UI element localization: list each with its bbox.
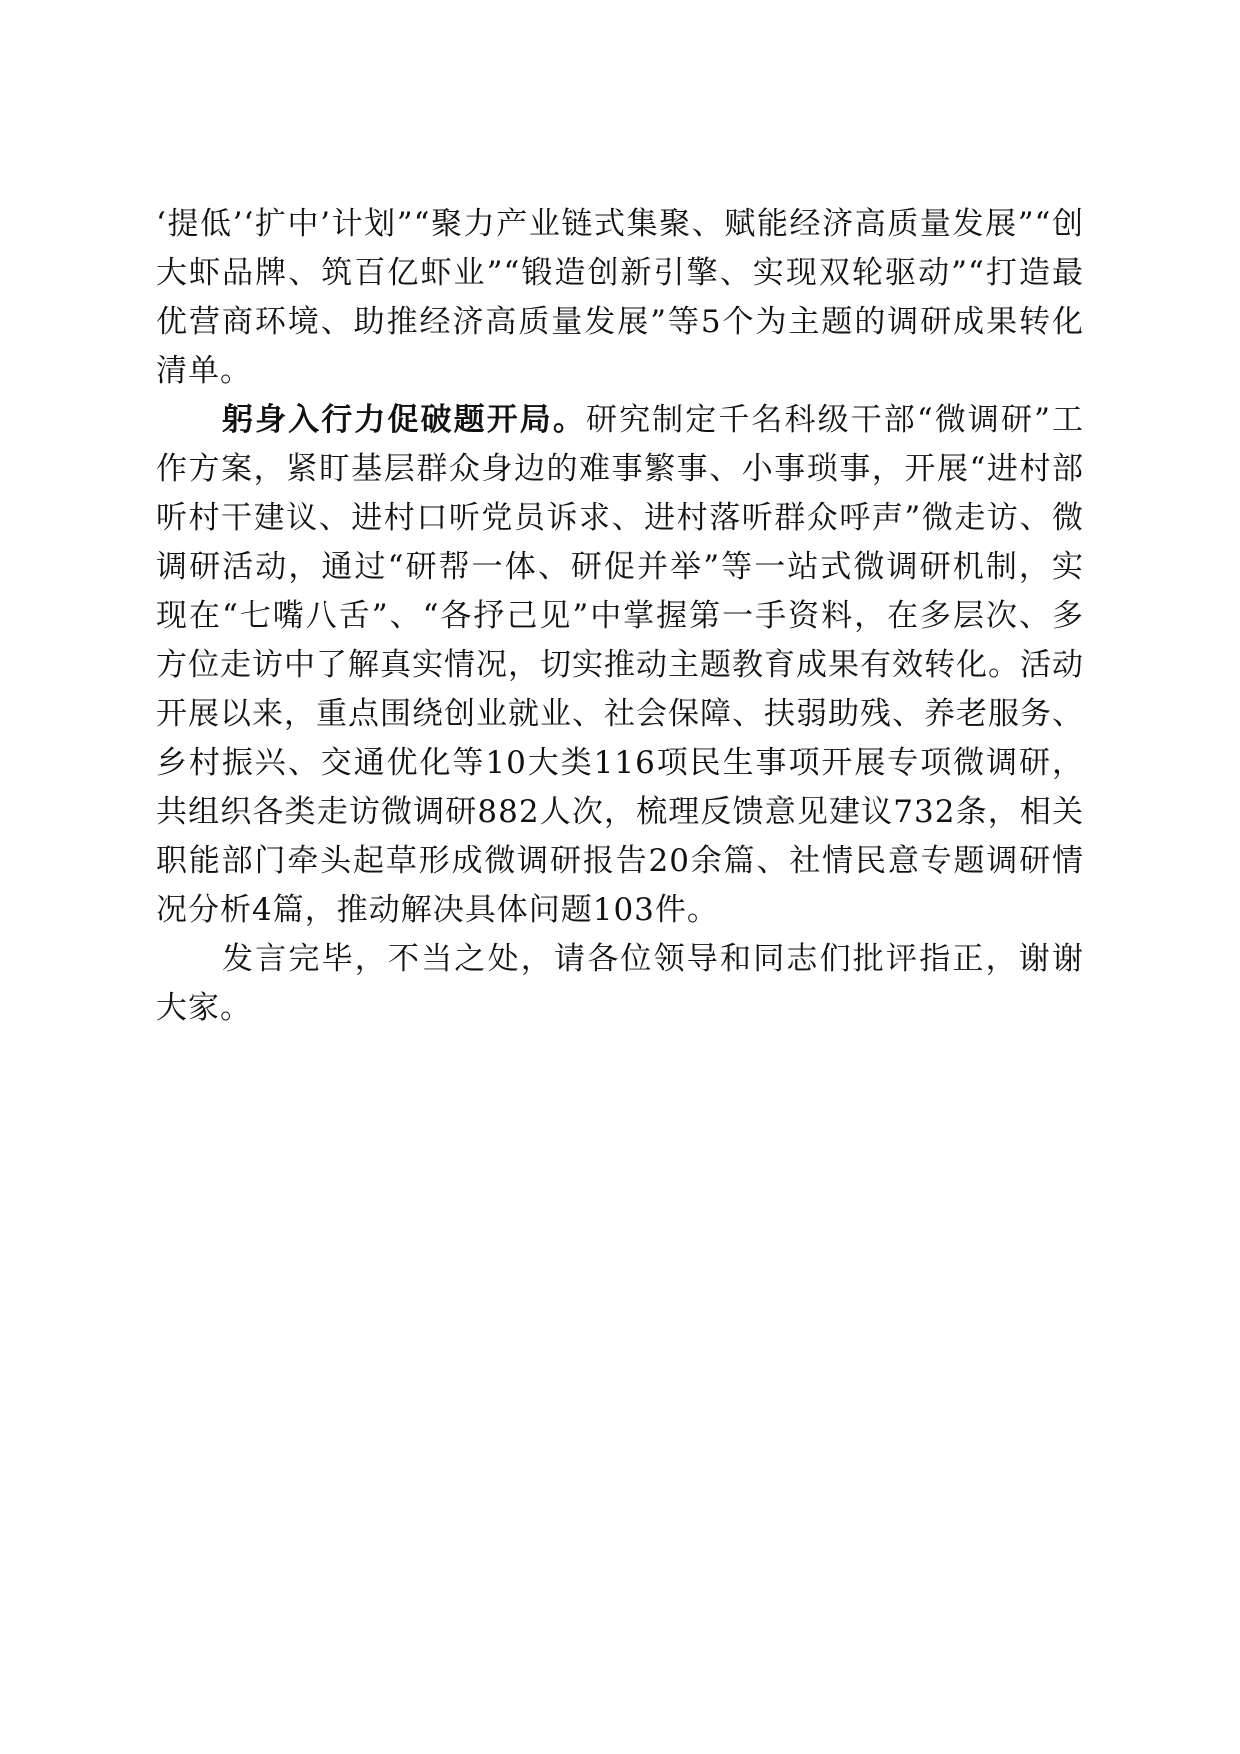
paragraph-text: ‘提低’‘扩中’计划”“聚力产业链式集聚、赋能经济高质量发展”“创大虾品牌、筑百亿虾业”“锻造创新引擎、实现双轮驱动”“打造最优营商环境、助推经济高质量发展”等5个为主题的调研成果转化清单。 (156, 206, 1084, 389)
paragraph-micro-research (156, 396, 1084, 935)
paragraph-text: 发言完毕，不当之处，请各位领导和同志们批评指正，谢谢大家。 (156, 941, 1084, 1026)
document-body (156, 200, 1084, 1033)
paragraph-continuation (156, 200, 1084, 396)
paragraph-lead-heading: 躬身入行力促破题开局。 (222, 402, 586, 438)
paragraph-closing (156, 935, 1084, 1033)
paragraph-text: 研究制定千名科级干部“微调研”工作方案，紧盯基层群众身边的难事繁事、小事琐事，开展“进村部听村干建议、进村口听党员诉求、进村落听群众呼声”微走访、微调研活动，通过“研帮一体、研促并举”等一站式微调研机制，实现在“七嘴八舌”、“各抒己见”中掌握第一手资料，在多层次、多方位走访中了解真实情况，切实推动主题教育成果有效转化。活动开展以来，重点围绕创业就业、社会保障、扶弱助残、养老服务、乡村振兴、交通优化等10大类116项民生事项开展专项微调研，共组织各类走访微调研882人次，梳理反馈意见建议732条，相关职能部门牵头起草形成微调研报告20余篇、社情民意专题调研情况分析4篇，推动解决具体问题103件。 (156, 402, 1085, 928)
